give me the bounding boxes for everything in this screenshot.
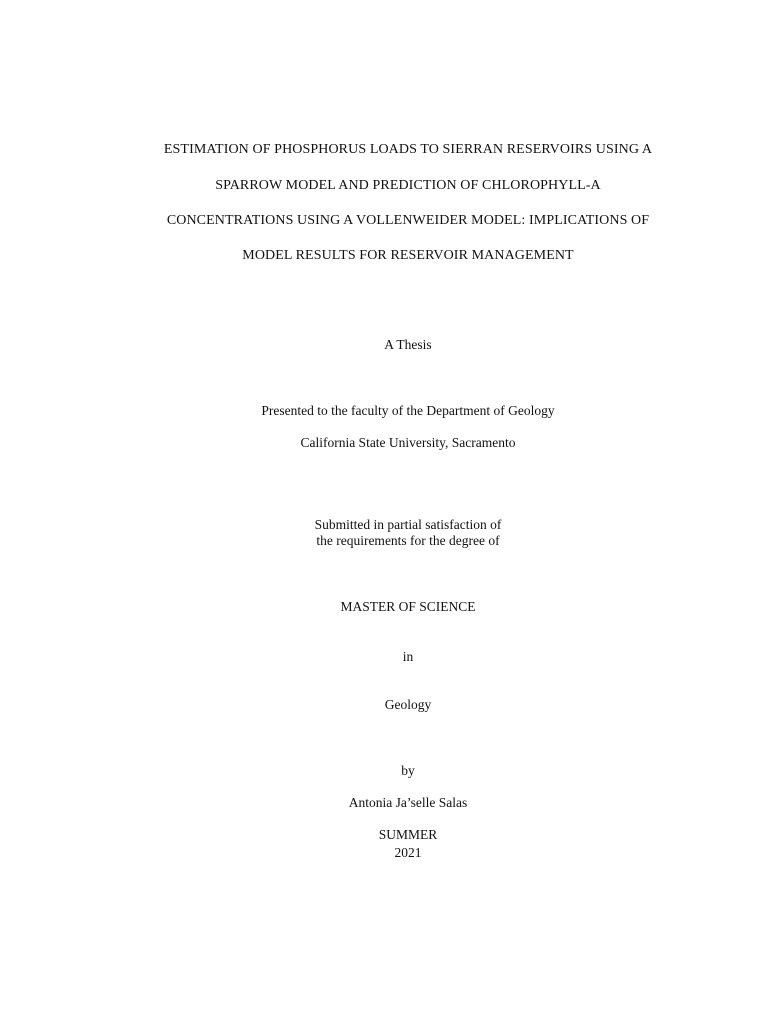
degree: MASTER OF SCIENCE xyxy=(340,599,476,614)
thesis-title-line-3: CONCENTRATIONS USING A VOLLENWEIDER MODEL: IMPLICATIONS OF xyxy=(166,213,650,228)
year: 2021 xyxy=(394,845,422,860)
in-word: in xyxy=(402,649,414,664)
thesis-title-line-2: SPARROW MODEL AND PREDICTION OF CHLOROPHYLL-A xyxy=(215,178,601,193)
author-name: Antonia Ja’selle Salas xyxy=(348,795,468,810)
submission-line-1: Submitted in partial satisfaction of xyxy=(314,517,502,532)
presented-to: Presented to the faculty of the Department of Geology xyxy=(261,403,555,418)
submission-line-2: the requirements for the degree of xyxy=(316,533,500,548)
by-word: by xyxy=(401,763,415,778)
institution: California State University, Sacramento xyxy=(300,435,516,450)
document-type: A Thesis xyxy=(384,337,432,352)
field-of-study: Geology xyxy=(384,697,432,712)
thesis-title-line-4: MODEL RESULTS FOR RESERVOIR MANAGEMENT xyxy=(242,248,574,263)
term: SUMMER xyxy=(378,827,438,842)
thesis-title-line-1: ESTIMATION OF PHOSPHORUS LOADS TO SIERRAN RESERVOIRS USING A xyxy=(163,142,653,157)
